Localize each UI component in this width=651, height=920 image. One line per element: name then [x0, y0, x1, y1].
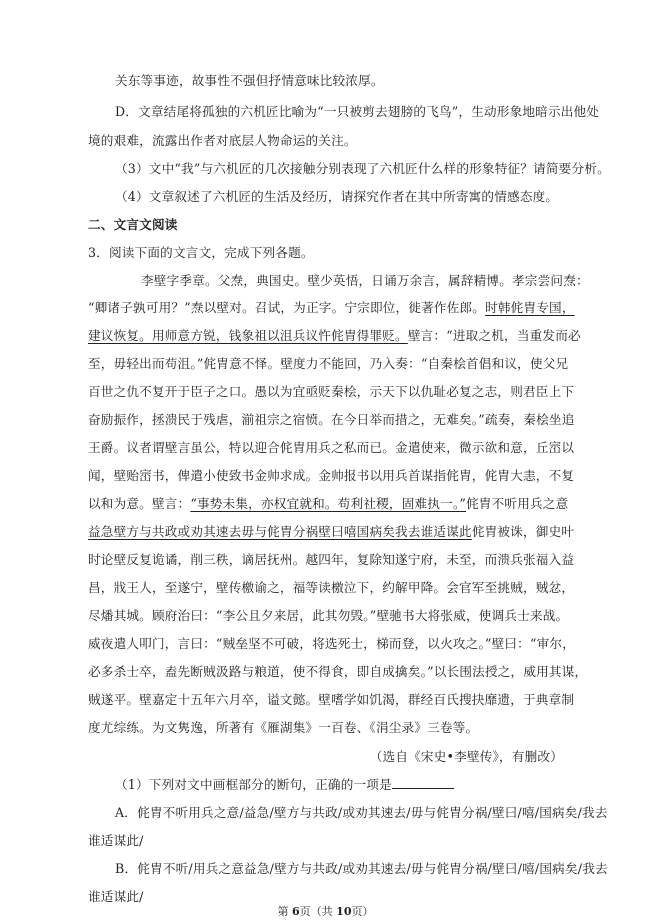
- footer-text: 第: [277, 905, 293, 918]
- passage-line: 百世之仇不复开于臣子之口。愚以为宜亟贬秦桧，示天下以仇耻必复之志，则君臣上下: [88, 384, 575, 399]
- option-a-line-2: 谁适谋此/: [88, 833, 144, 848]
- passage-line: [88, 299, 575, 317]
- footer-text: 页（共: [299, 905, 337, 918]
- question-3: （3）文中“我”与六机匠的几次接触分别表现了六机匠什么样的形象特征？请简要分析。: [115, 161, 610, 176]
- passage-line: 李壁字季章。父焘，典国史。壁少英悟，日诵万余言，属辞精博。孝宗尝问焘：: [141, 273, 589, 288]
- passage-line: 至，毋轻出而苟沮。”侂胄意不怿。壁度力不能回，乃入奏：“自秦桧首倡和议，使父兄: [88, 356, 569, 371]
- passage-line: 时论壁反复诡谲，削三秩，谪居抚州。越四年，复除知遂宁府，未至，而溃兵张福入益: [88, 552, 575, 567]
- passage-line: 尽燔其城。顾府治曰：“李公且夕来居，此其勿毁。”壁驰书大将张威，使调兵士来战。: [88, 608, 569, 623]
- passage-line: [88, 495, 568, 513]
- passage-text: 以和为意。壁言：: [88, 496, 191, 511]
- section-intro: 3．阅读下面的文言文，完成下列各题。: [88, 245, 314, 260]
- passage-text: 侂胄被诛，御史叶: [471, 524, 575, 539]
- section-heading: 二、文言文阅读: [88, 217, 178, 232]
- passage-line: [88, 523, 574, 541]
- underlined-passage-text: 建议恢复。用师意方锐，钱象祖以沮兵议忤侂胄得罪贬。: [88, 328, 408, 343]
- passage-line: 王爵。议者谓壁言虽公，特以迎合侂胄用兵之私而已。金遣使来，微示欲和意，丘崈以: [88, 440, 575, 455]
- passage-text: “卿诸子孰可用？”焘以壁对。召试，为正字。宁宗即位，徙著作佐郎。: [88, 300, 486, 315]
- passage-source: （选自《宋史•李壁传》，有删改）: [369, 749, 563, 764]
- footer-page-number: 6: [292, 905, 300, 918]
- answer-blank: [392, 776, 454, 789]
- passage-text: 侂胄不听用兵之意: [466, 496, 569, 511]
- passage-text: 壁言：“进取之机，当重发而必: [407, 328, 581, 343]
- passage-line: 必多杀士卒，盍先断贼汲路与粮道，使不得食，即自成擒矣。”以长围法授之，威用其谋，: [88, 664, 588, 679]
- passage-line: 奋励振作，拯溃民于残虐，湔祖宗之宿愤。在今日举而措之，无难矣。”疏奏，秦桧坐追: [88, 412, 575, 427]
- passage-line: 威夜遣人叩门，言曰：“贼垒坚不可破，将选死士，梯而登，以火攻之。”壁曰：“审尔，: [88, 636, 575, 651]
- passage-line: [88, 327, 581, 345]
- option-d-line-2: 境的艰难，流露出作者对底层人物命运的关注。: [88, 133, 357, 148]
- text-line: 关东等事迹，故事性不强但抒情意味比较浓厚。: [115, 73, 384, 88]
- footer-total-pages: 10: [336, 905, 352, 918]
- option-b-line-1: B．侂胄不听/用兵之意益急/壁方与共政/或劝其速去/毋与侂胄分祸/壁曰/嘻/国病矣/我去: [115, 861, 608, 876]
- option-a-line-1: A．侂胄不听用兵之意/益急/壁方与共政/或劝其速去/毋与侂胄分祸/壁曰/嘻/国病矣/我去: [115, 805, 608, 820]
- option-d-line-1: D．文章结尾将孤独的六机匠比喻为“一只被剪去翅膀的飞鸟”，生动形象地暗示出他处: [115, 104, 600, 119]
- passage-line: 昌，戕王人，至遂宁，壁传檄谕之，福等读檄泣下，约解甲降。会官军至挑贼，贼忿，: [88, 580, 575, 595]
- question-1: [115, 776, 454, 794]
- question-4: （4）文章叙述了六机匠的生活及经历，请探究作者在其中所寄寓的情感态度。: [115, 189, 559, 204]
- option-b-line-2: 谁适谋此/: [88, 889, 144, 904]
- underlined-passage-text: “事势未集，亦权宜就和。苟利社稷，固难执一。”: [190, 496, 467, 511]
- passage-line: 度尤综练。为文隽逸，所著有《雁湖集》一百卷、《涓尘录》三卷等。: [88, 720, 479, 735]
- passage-line: 贼遂平。壁嘉定十五年六月卒，谥文懿。壁嗜学如饥渴，群经百氏搜抉靡遗，于典章制: [88, 692, 575, 707]
- underlined-passage-text: 益急壁方与共政或劝其速去毋与侂胄分祸壁曰嘻国病矣我去谁适谋此: [88, 524, 472, 539]
- question-1-text: （1）下列对文中画框部分的断句，正确的一项是: [115, 777, 392, 792]
- footer-text: 页）: [351, 905, 374, 918]
- page-footer: [0, 903, 651, 919]
- underlined-passage-text: 时韩侂胄专国，: [485, 300, 575, 315]
- passage-line: 闻，壁贻崈书，俾遣小使致书金帅求成。金帅报书以用兵首谋指侂胄，侂胄大恚，不复: [88, 468, 575, 483]
